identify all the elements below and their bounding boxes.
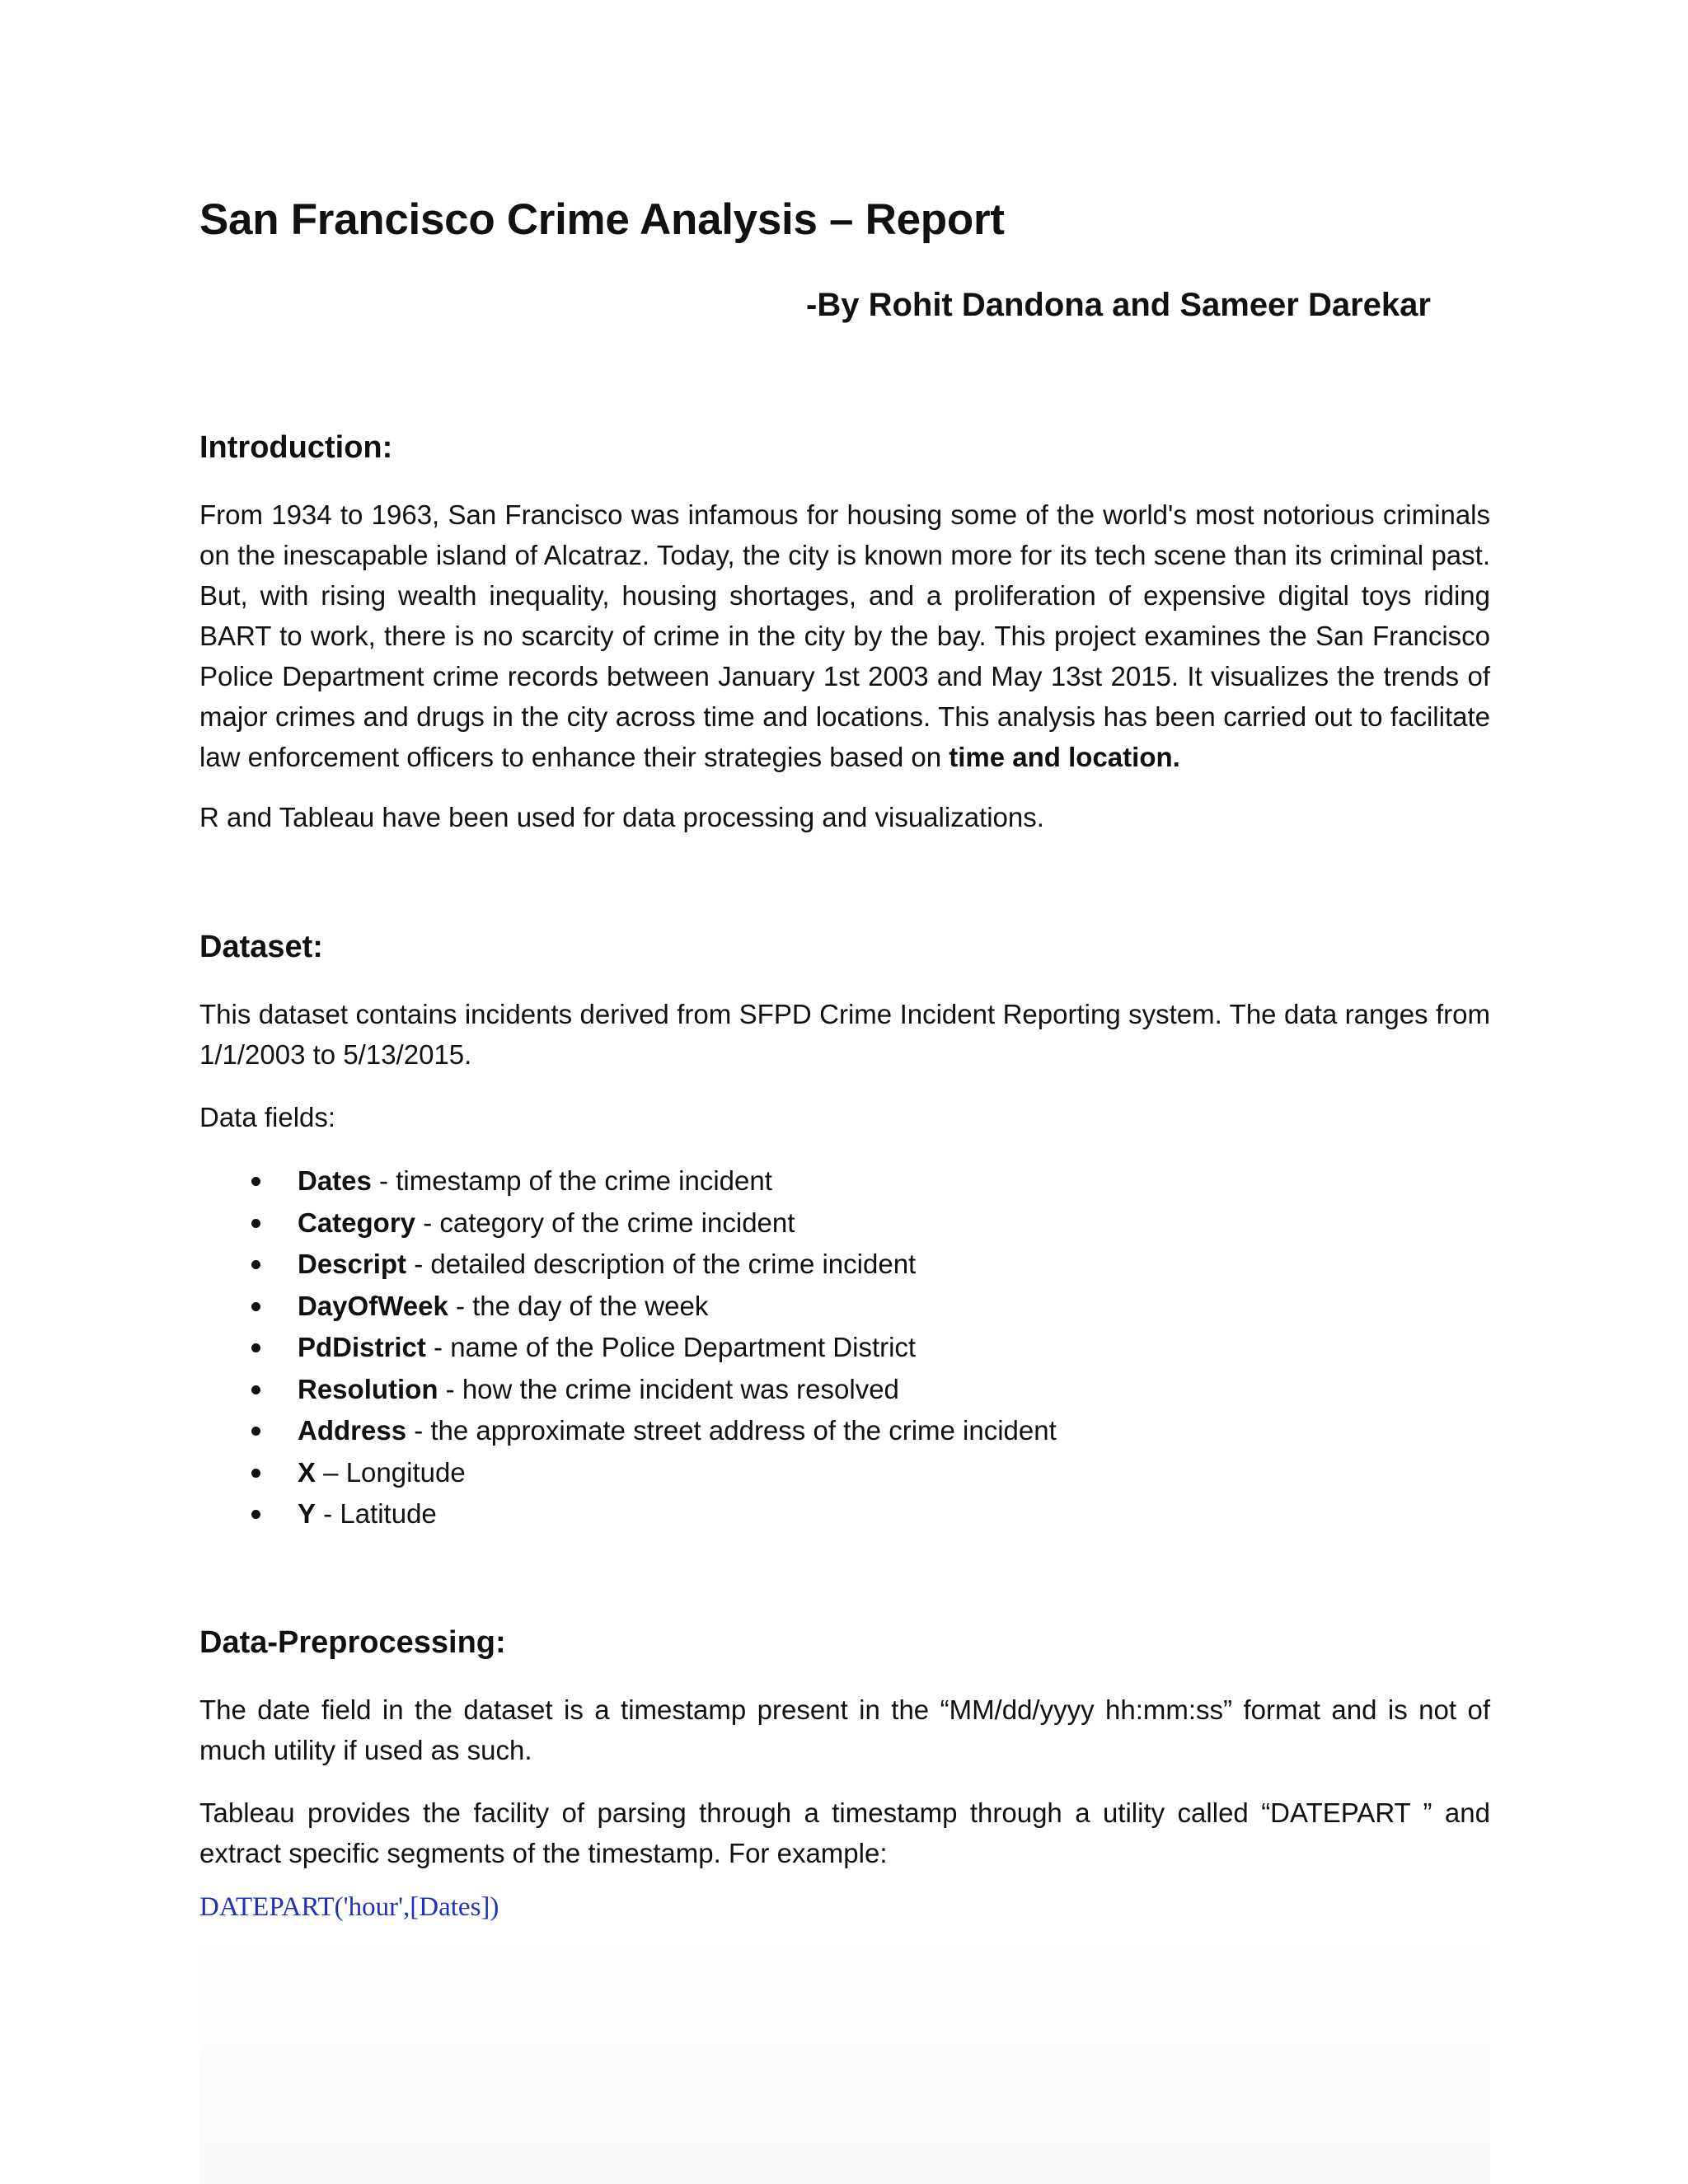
preprocessing-heading: Data-Preprocessing: xyxy=(199,1625,506,1660)
list-item xyxy=(199,1327,1057,1369)
dataset-description: This dataset contains incidents derived from SFPD Crime Incident Reporting system. The data ranges from 1/1/2003 to 5/13/2015. xyxy=(199,999,1490,1070)
list-item xyxy=(199,1202,1057,1244)
list-item xyxy=(199,1244,1057,1286)
field-description: - detailed description of the crime incident xyxy=(406,1249,917,1279)
preprocessing-paragraph-1: The date field in the dataset is a timestamp present in the “MM/dd/yyyy hh:mm:ss” format and is not of much utility if used as such. xyxy=(199,1694,1490,1765)
document-byline: -By Rohit Dandona and Sameer Darekar xyxy=(806,287,1431,323)
field-description: - how the crime incident was resolved xyxy=(438,1373,899,1404)
field-description: – Longitude xyxy=(316,1456,466,1488)
bullet-icon xyxy=(251,1177,260,1186)
code-example: DATEPART('hour',[Dates]) xyxy=(199,1892,499,1922)
introduction-text: From 1934 to 1963, San Francisco was infamous for housing some of the world's most notorious criminals on the inescapable island of Alcatraz. Today, the city is known more for its tech scene than its criminal past. But, with rising wealth inequality, housing shortages, and a proliferation of expensive digital toys riding BART to work, there is no scarcity of crime in the city by the bay. This project examines the San Francisco Police Department crime records between January 1st 2003 and May 13st 2015. It visualizes the trends of major crimes and drugs in the city across time and locations. This analysis has been carried out to facilitate law enforcement officers to enhance their strategies based on xyxy=(199,499,1490,772)
field-name: PdDistrict xyxy=(298,1332,426,1362)
field-description: - the day of the week xyxy=(448,1290,709,1321)
list-item xyxy=(199,1369,1057,1411)
field-name: DayOfWeek xyxy=(298,1290,448,1321)
bullet-icon xyxy=(251,1385,260,1394)
field-description: - Latitude xyxy=(316,1498,437,1529)
data-fields-list xyxy=(199,1160,1057,1535)
page-shading xyxy=(199,1933,1490,2184)
introduction-bold-text: time and location. xyxy=(949,742,1180,772)
field-description: - timestamp of the crime incident xyxy=(371,1165,772,1196)
field-description: - name of the Police Department District xyxy=(425,1332,917,1362)
preprocessing-paragraph-2: Tableau provides the facility of parsing through a timestamp through a utility called “DATEPART ” and extract specific segments of the timestamp. For example: xyxy=(199,1797,1490,1868)
list-item xyxy=(199,1410,1057,1452)
field-description: - category of the crime incident xyxy=(415,1207,795,1238)
field-name: Address xyxy=(298,1415,407,1446)
dataset-heading: Dataset: xyxy=(199,930,323,964)
field-name: Descript xyxy=(298,1249,407,1279)
list-item xyxy=(199,1286,1057,1328)
field-name: X xyxy=(298,1456,316,1488)
field-name: Y xyxy=(298,1498,316,1529)
document-title: San Francisco Crime Analysis – Report xyxy=(199,195,1005,244)
field-name: Category xyxy=(298,1207,416,1238)
list-item xyxy=(199,1493,1057,1535)
introduction-paragraph xyxy=(199,494,1490,777)
list-item xyxy=(199,1160,1057,1202)
bullet-icon xyxy=(251,1343,260,1352)
field-name: Dates xyxy=(298,1165,372,1196)
bullet-icon xyxy=(251,1427,260,1436)
field-name: Resolution xyxy=(298,1373,438,1404)
bullet-icon xyxy=(251,1260,260,1269)
bullet-icon xyxy=(251,1469,260,1478)
bullet-icon xyxy=(251,1219,260,1228)
data-fields-label: Data fields: xyxy=(199,1102,336,1132)
tools-paragraph: R and Tableau have been used for data processing and visualizations. xyxy=(199,802,1044,832)
list-item xyxy=(199,1452,1057,1494)
field-description: - the approximate street address of the crime incident xyxy=(406,1415,1057,1446)
bullet-icon xyxy=(251,1510,260,1519)
introduction-heading: Introduction: xyxy=(199,430,393,465)
bullet-icon xyxy=(251,1302,260,1311)
